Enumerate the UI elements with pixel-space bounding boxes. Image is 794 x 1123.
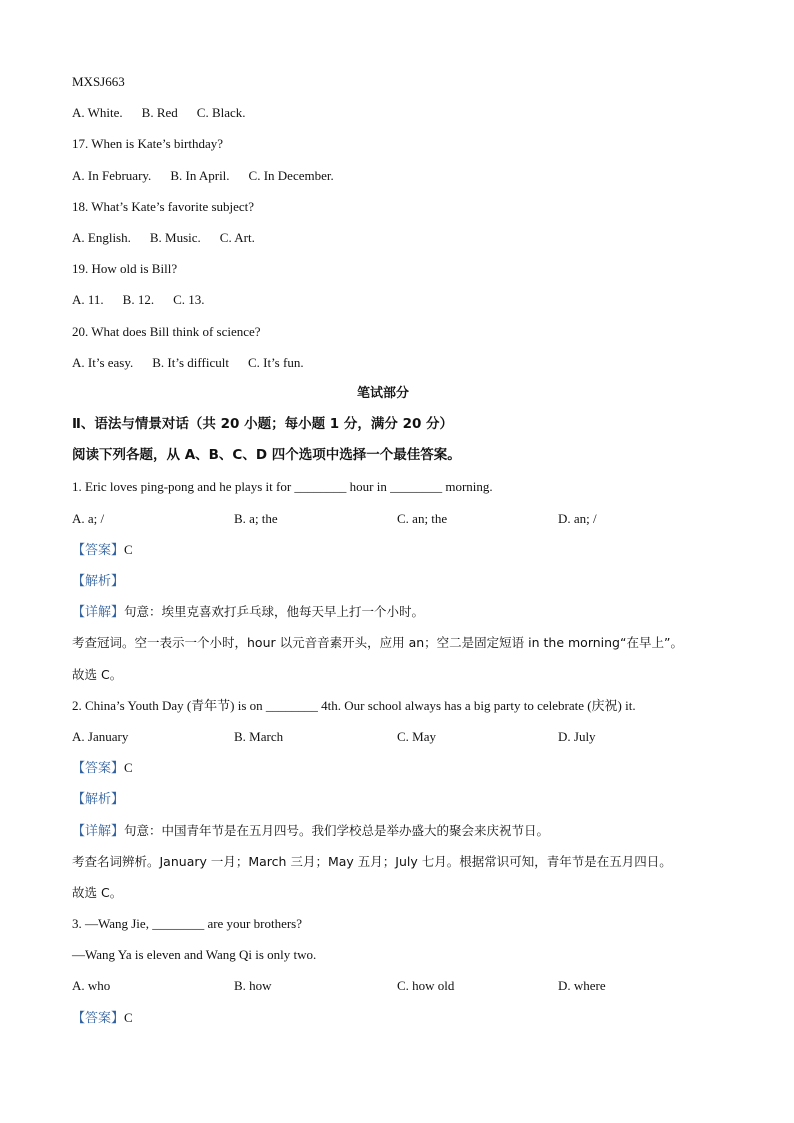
option-b: B. a; the	[234, 510, 278, 526]
detail-text: 句意：埃里克喜欢打乒乓球，他每天早上打一个小时。	[124, 604, 425, 620]
option-a: A. January	[72, 728, 129, 744]
option-d: D. July	[558, 728, 596, 744]
question-3-stem: 3. —Wang Jie, ________ are your brothers?	[72, 916, 303, 932]
option-b: B. 12.	[122, 292, 155, 308]
option-c: C. 13.	[173, 292, 205, 308]
question-17: 17. When is Kate’s birthday?	[72, 136, 224, 152]
answer-value: C	[124, 541, 133, 557]
answer-label: 【答案】	[72, 542, 125, 558]
question-1-options	[72, 503, 732, 534]
question-3-options	[72, 970, 732, 1001]
option-a: A. English.	[72, 229, 131, 245]
question-3-answer	[72, 1002, 732, 1033]
question-2-stem: 2. China’s Youth Day (青年节) is on ________ 4th. Our school always has a big party to celebrate (庆祝) it.	[72, 697, 636, 713]
option-c: C. Art.	[219, 229, 255, 245]
option-d: D. an; /	[558, 510, 597, 526]
option-a: A. a; /	[72, 510, 105, 526]
listening-options-18	[72, 222, 732, 253]
answer-label: 【答案】	[72, 761, 125, 777]
part-heading: Ⅱ、语法与情景对话（共 20 小题；每小题 1 分，满分 20 分）	[72, 416, 454, 433]
option-a: A. who	[72, 978, 111, 994]
question-1-stem: 1. Eric loves ping-pong and he plays it for ________ hour in ________ morning.	[72, 479, 493, 495]
section-title: 笔试部分	[356, 385, 409, 401]
analysis-label: 【解析】	[72, 574, 125, 589]
answer-value: C	[124, 1009, 133, 1025]
answer-label: 【答案】	[72, 1010, 125, 1026]
question-2-explanation: 考查名词辨析。January 一月；March 三月；May 五月；July 七月。根据常识可知，青年节是在五月四日。	[72, 853, 672, 869]
question-1-detail	[72, 596, 732, 627]
listening-options-19	[72, 284, 732, 315]
option-b: B. In April.	[170, 167, 230, 183]
option-b: B. March	[234, 728, 284, 744]
option-d: D. where	[558, 978, 606, 994]
question-1-explanation: 考查冠词。空一表示一个小时，hour 以元音音素开头，应用 an；空二是固定短语 in the morning“在早上”。	[72, 635, 683, 651]
option-b: B. Red	[141, 105, 178, 121]
option-c: C. It’s fun.	[247, 354, 304, 370]
exam-page	[72, 66, 732, 1033]
option-a: A. White.	[72, 105, 123, 121]
listening-options-20	[72, 347, 732, 378]
question-2-answer	[72, 752, 732, 783]
detail-text: 句意：中国青年节是在五月四号。我们学校总是举办盛大的聚会来庆祝节日。	[124, 822, 550, 838]
option-a: A. In February.	[72, 167, 152, 183]
listening-options-16	[72, 97, 732, 128]
option-c: C. how old	[397, 978, 455, 994]
question-1-answer	[72, 534, 732, 565]
question-2-options	[72, 721, 732, 752]
option-c: C. an; the	[397, 510, 448, 526]
option-b: B. It’s difficult	[152, 354, 229, 370]
option-b: B. how	[234, 978, 272, 994]
question-2-detail	[72, 815, 732, 846]
analysis-label: 【解析】	[72, 792, 125, 808]
option-a: A. 11.	[72, 292, 104, 308]
detail-label: 【详解】	[72, 823, 125, 839]
option-c: C. May	[397, 728, 436, 744]
option-c: C. Black.	[196, 105, 246, 121]
instruction: 阅读下列各题，从 A、B、C、D 四个选项中选择一个最佳答案。	[72, 447, 461, 464]
option-b: B. Music.	[149, 229, 201, 245]
question-2-analysis	[72, 783, 732, 814]
question-1-conclusion: 故选 C。	[72, 666, 123, 682]
question-20: 20. What does Bill think of science?	[72, 323, 261, 339]
listening-options-17	[72, 160, 732, 191]
question-1-analysis	[72, 565, 732, 596]
header-code: MXSJ663	[72, 74, 125, 89]
question-18: 18. What’s Kate’s favorite subject?	[72, 198, 255, 214]
detail-label: 【详解】	[72, 605, 125, 621]
option-a: A. It’s easy.	[72, 354, 134, 370]
question-2-conclusion: 故选 C。	[72, 884, 123, 900]
answer-value: C	[124, 760, 133, 776]
question-3-stem-reply: —Wang Ya is eleven and Wang Qi is only two.	[72, 947, 317, 963]
option-c: C. In December.	[248, 167, 334, 183]
question-19: 19. How old is Bill?	[72, 261, 178, 277]
